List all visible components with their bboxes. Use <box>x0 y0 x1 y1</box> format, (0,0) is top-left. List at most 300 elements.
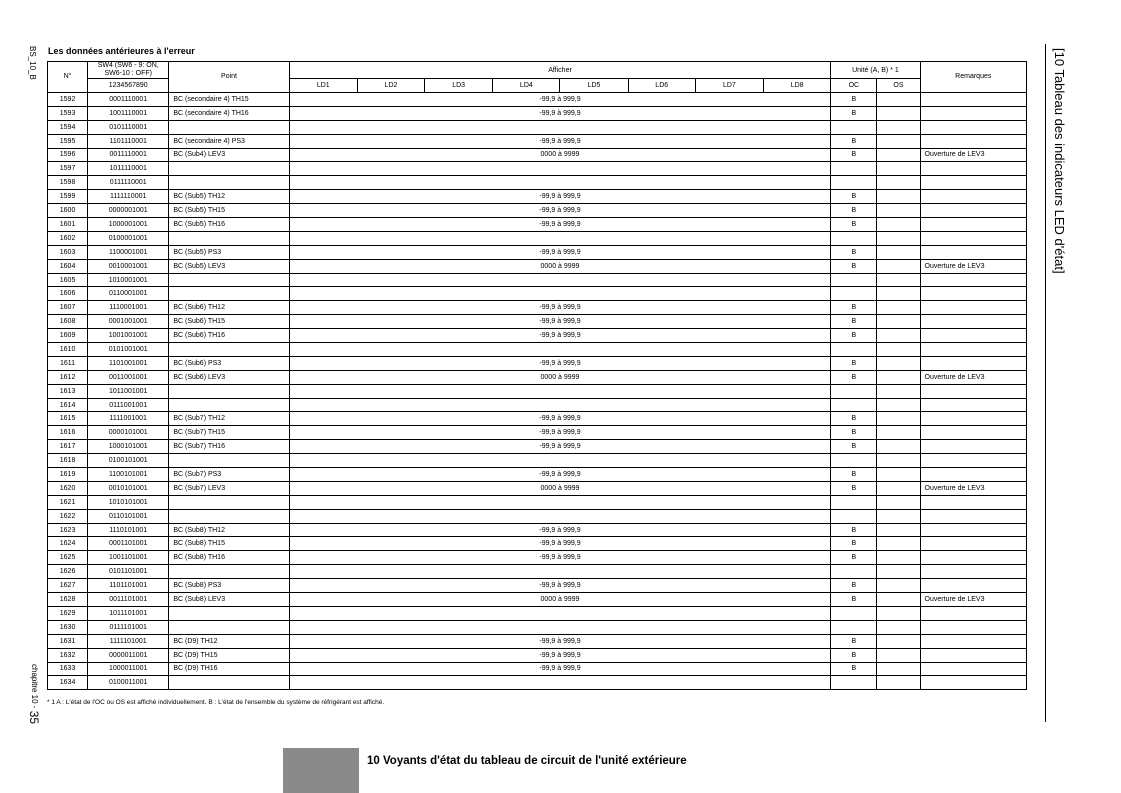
row-point: BC (Sub5) TH16 <box>169 218 289 232</box>
row-unit-oc <box>831 176 877 190</box>
row-number: 1609 <box>48 329 88 343</box>
row-number: 1624 <box>48 537 88 551</box>
row-switch-setting: 1000001001 <box>88 218 169 232</box>
row-point <box>169 565 289 579</box>
row-number: 1610 <box>48 343 88 357</box>
row-switch-setting: 0000101001 <box>88 426 169 440</box>
row-unit-os <box>877 204 920 218</box>
row-unit-oc: B <box>831 481 877 495</box>
row-unit-os <box>877 426 920 440</box>
row-switch-setting: 1110001001 <box>88 301 169 315</box>
row-number: 1628 <box>48 593 88 607</box>
table-row <box>48 606 1027 620</box>
row-point: BC (secondaire 4) PS3 <box>169 134 289 148</box>
row-switch-setting: 1010101001 <box>88 495 169 509</box>
table-row <box>48 370 1027 384</box>
row-unit-os <box>877 315 920 329</box>
row-number: 1615 <box>48 412 88 426</box>
row-remarks <box>920 329 1026 343</box>
row-unit-os <box>877 162 920 176</box>
row-number: 1612 <box>48 370 88 384</box>
row-number: 1596 <box>48 148 88 162</box>
row-unit-os <box>877 648 920 662</box>
table-row <box>48 356 1027 370</box>
row-point: BC (Sub8) TH16 <box>169 551 289 565</box>
row-point: BC (Sub5) LEV3 <box>169 259 289 273</box>
row-display-range: -99,9 à 999,9 <box>289 134 831 148</box>
row-display-range: -99,9 à 999,9 <box>289 92 831 106</box>
row-number: 1614 <box>48 398 88 412</box>
row-point <box>169 398 289 412</box>
row-unit-oc: B <box>831 426 877 440</box>
table-row <box>48 537 1027 551</box>
row-unit-oc: B <box>831 356 877 370</box>
row-remarks: Ouverture de LEV3 <box>920 593 1026 607</box>
row-switch-setting: 0001001001 <box>88 315 169 329</box>
row-unit-oc: B <box>831 92 877 106</box>
row-switch-setting: 0101101001 <box>88 565 169 579</box>
row-unit-os <box>877 343 920 357</box>
row-remarks <box>920 106 1026 120</box>
row-remarks <box>920 162 1026 176</box>
row-point: BC (Sub8) LEV3 <box>169 593 289 607</box>
header-ld6: LD6 <box>628 79 695 93</box>
row-unit-os <box>877 412 920 426</box>
row-switch-setting: 0100101001 <box>88 454 169 468</box>
row-point: BC (secondaire 4) TH15 <box>169 92 289 106</box>
row-remarks <box>920 120 1026 134</box>
row-remarks <box>920 551 1026 565</box>
table-row <box>48 315 1027 329</box>
row-unit-oc: B <box>831 579 877 593</box>
row-unit-os <box>877 551 920 565</box>
row-switch-setting: 1001110001 <box>88 106 169 120</box>
row-unit-os <box>877 440 920 454</box>
row-unit-oc: B <box>831 523 877 537</box>
row-remarks <box>920 495 1026 509</box>
header-no: N° <box>48 62 88 93</box>
row-switch-setting: 1011110001 <box>88 162 169 176</box>
row-remarks <box>920 356 1026 370</box>
table-row <box>48 231 1027 245</box>
header-ld4: LD4 <box>493 79 560 93</box>
row-point: BC (Sub6) TH16 <box>169 329 289 343</box>
page-number-block <box>27 664 41 724</box>
row-display-range <box>289 495 831 509</box>
row-number: 1623 <box>48 523 88 537</box>
row-switch-setting: 1000101001 <box>88 440 169 454</box>
row-unit-os <box>877 273 920 287</box>
row-unit-oc <box>831 162 877 176</box>
row-unit-os <box>877 245 920 259</box>
row-number: 1600 <box>48 204 88 218</box>
row-unit-oc <box>831 565 877 579</box>
row-unit-oc: B <box>831 370 877 384</box>
row-display-range: -99,9 à 999,9 <box>289 190 831 204</box>
row-display-range: -99,9 à 999,9 <box>289 329 831 343</box>
row-number: 1597 <box>48 162 88 176</box>
table-row <box>48 676 1027 690</box>
row-unit-os <box>877 370 920 384</box>
table-row <box>48 162 1027 176</box>
row-remarks <box>920 606 1026 620</box>
row-number: 1602 <box>48 231 88 245</box>
document-code: BS_10_B <box>28 46 37 80</box>
row-switch-setting: 1011001001 <box>88 384 169 398</box>
row-display-range <box>289 606 831 620</box>
row-display-range <box>289 384 831 398</box>
row-remarks <box>920 412 1026 426</box>
row-unit-os <box>877 176 920 190</box>
header-oc: OC <box>831 79 877 93</box>
row-switch-setting: 1011101001 <box>88 606 169 620</box>
right-margin-rule <box>1045 44 1046 722</box>
table-row <box>48 190 1027 204</box>
row-switch-setting: 0010101001 <box>88 481 169 495</box>
table-row <box>48 120 1027 134</box>
table-row <box>48 287 1027 301</box>
row-unit-os <box>877 287 920 301</box>
table-row <box>48 579 1027 593</box>
footnote: * 1 A : L'état de l'OC ou OS est affiché individuellement. B : L'état de l'ensemble du système de réfrigérant est affiché. <box>47 699 385 706</box>
row-number: 1619 <box>48 468 88 482</box>
footer-title: 10 Voyants d'état du tableau de circuit de l'unité extérieure <box>367 755 687 767</box>
table-body <box>48 92 1027 689</box>
row-switch-setting: 1100101001 <box>88 468 169 482</box>
row-number: 1625 <box>48 551 88 565</box>
row-unit-os <box>877 495 920 509</box>
table-row <box>48 343 1027 357</box>
row-point: BC (Sub7) TH15 <box>169 426 289 440</box>
table-row <box>48 481 1027 495</box>
row-number: 1608 <box>48 315 88 329</box>
row-display-range: 0000 à 9999 <box>289 593 831 607</box>
row-point <box>169 273 289 287</box>
header-os: OS <box>877 79 920 93</box>
table-row <box>48 245 1027 259</box>
row-display-range <box>289 676 831 690</box>
header-ld3: LD3 <box>425 79 493 93</box>
row-unit-oc <box>831 454 877 468</box>
row-display-range <box>289 162 831 176</box>
row-number: 1634 <box>48 676 88 690</box>
row-number: 1631 <box>48 634 88 648</box>
row-display-range <box>289 565 831 579</box>
row-switch-setting: 0011110001 <box>88 148 169 162</box>
row-unit-os <box>877 398 920 412</box>
row-number: 1607 <box>48 301 88 315</box>
table-row <box>48 551 1027 565</box>
row-switch-setting: 0110001001 <box>88 287 169 301</box>
table-row <box>48 384 1027 398</box>
chapter-label: chapitre 10 - <box>30 664 39 711</box>
row-point: BC (Sub8) PS3 <box>169 579 289 593</box>
footer-gray-block <box>283 748 359 793</box>
row-unit-os <box>877 662 920 676</box>
row-unit-os <box>877 190 920 204</box>
row-display-range: -99,9 à 999,9 <box>289 634 831 648</box>
row-switch-setting: 0101110001 <box>88 120 169 134</box>
row-remarks <box>920 204 1026 218</box>
header-sw4: SW4 (SW6 - 9: ON, SW6-10 : OFF) <box>88 62 169 79</box>
row-number: 1621 <box>48 495 88 509</box>
row-remarks <box>920 92 1026 106</box>
row-remarks <box>920 190 1026 204</box>
row-display-range: -99,9 à 999,9 <box>289 245 831 259</box>
row-display-range: -99,9 à 999,9 <box>289 356 831 370</box>
row-number: 1627 <box>48 579 88 593</box>
section-title: Les données antérieures à l'erreur <box>48 46 195 56</box>
table-row <box>48 648 1027 662</box>
table-row <box>48 273 1027 287</box>
row-switch-setting: 1001001001 <box>88 329 169 343</box>
row-display-range: 0000 à 9999 <box>289 259 831 273</box>
row-number: 1618 <box>48 454 88 468</box>
row-unit-oc <box>831 620 877 634</box>
row-display-range <box>289 398 831 412</box>
row-unit-oc <box>831 120 877 134</box>
row-unit-oc <box>831 509 877 523</box>
row-switch-setting: 1101101001 <box>88 579 169 593</box>
row-number: 1617 <box>48 440 88 454</box>
row-switch-setting: 0111101001 <box>88 620 169 634</box>
row-display-range: -99,9 à 999,9 <box>289 426 831 440</box>
row-number: 1592 <box>48 92 88 106</box>
row-point: BC (Sub7) TH16 <box>169 440 289 454</box>
row-unit-os <box>877 134 920 148</box>
table-row <box>48 301 1027 315</box>
row-unit-oc <box>831 287 877 301</box>
table-row <box>48 398 1027 412</box>
row-point: BC (Sub6) PS3 <box>169 356 289 370</box>
row-point: BC (D9) TH16 <box>169 662 289 676</box>
table-row <box>48 204 1027 218</box>
row-remarks: Ouverture de LEV3 <box>920 259 1026 273</box>
row-unit-os <box>877 620 920 634</box>
table-row <box>48 92 1027 106</box>
row-number: 1599 <box>48 190 88 204</box>
row-remarks <box>920 176 1026 190</box>
row-remarks <box>920 384 1026 398</box>
row-switch-setting: 1110101001 <box>88 523 169 537</box>
row-number: 1594 <box>48 120 88 134</box>
row-number: 1633 <box>48 662 88 676</box>
row-display-range: -99,9 à 999,9 <box>289 523 831 537</box>
header-ld7: LD7 <box>695 79 763 93</box>
row-remarks: Ouverture de LEV3 <box>920 148 1026 162</box>
row-number: 1605 <box>48 273 88 287</box>
row-point: BC (Sub5) PS3 <box>169 245 289 259</box>
row-switch-setting: 0111001001 <box>88 398 169 412</box>
row-unit-oc: B <box>831 662 877 676</box>
header-point: Point <box>169 62 289 93</box>
row-point: BC (secondaire 4) TH16 <box>169 106 289 120</box>
row-switch-setting: 0011101001 <box>88 593 169 607</box>
row-switch-setting: 1010001001 <box>88 273 169 287</box>
row-remarks <box>920 648 1026 662</box>
row-unit-os <box>877 593 920 607</box>
row-unit-os <box>877 523 920 537</box>
row-switch-setting: 0001110001 <box>88 92 169 106</box>
table-row <box>48 620 1027 634</box>
row-remarks <box>920 509 1026 523</box>
row-number: 1630 <box>48 620 88 634</box>
row-unit-oc <box>831 495 877 509</box>
row-remarks: Ouverture de LEV3 <box>920 481 1026 495</box>
row-unit-oc: B <box>831 259 877 273</box>
row-unit-os <box>877 259 920 273</box>
row-point <box>169 120 289 134</box>
row-point <box>169 162 289 176</box>
row-display-range <box>289 120 831 134</box>
table-row <box>48 412 1027 426</box>
row-remarks <box>920 579 1026 593</box>
row-display-range <box>289 287 831 301</box>
row-point: BC (Sub7) TH12 <box>169 412 289 426</box>
row-number: 1606 <box>48 287 88 301</box>
header-ld8: LD8 <box>764 79 831 93</box>
row-unit-oc: B <box>831 329 877 343</box>
table-row <box>48 218 1027 232</box>
row-number: 1593 <box>48 106 88 120</box>
row-unit-oc: B <box>831 106 877 120</box>
row-switch-setting: 0011001001 <box>88 370 169 384</box>
row-number: 1611 <box>48 356 88 370</box>
row-unit-oc <box>831 231 877 245</box>
row-unit-os <box>877 301 920 315</box>
header-unite: Unité (A, B) * 1 <box>831 62 920 79</box>
row-number: 1620 <box>48 481 88 495</box>
row-unit-oc: B <box>831 301 877 315</box>
row-point <box>169 231 289 245</box>
row-display-range: -99,9 à 999,9 <box>289 537 831 551</box>
row-switch-setting: 1101110001 <box>88 134 169 148</box>
table-row <box>48 259 1027 273</box>
table-row <box>48 106 1027 120</box>
row-number: 1604 <box>48 259 88 273</box>
table-row <box>48 662 1027 676</box>
table-row <box>48 495 1027 509</box>
row-remarks <box>920 273 1026 287</box>
row-number: 1601 <box>48 218 88 232</box>
row-unit-os <box>877 356 920 370</box>
row-unit-oc <box>831 273 877 287</box>
row-display-range: -99,9 à 999,9 <box>289 412 831 426</box>
row-unit-oc <box>831 606 877 620</box>
row-number: 1595 <box>48 134 88 148</box>
row-unit-os <box>877 579 920 593</box>
row-unit-oc: B <box>831 551 877 565</box>
row-point <box>169 176 289 190</box>
row-point: BC (Sub5) TH15 <box>169 204 289 218</box>
row-display-range: -99,9 à 999,9 <box>289 468 831 482</box>
row-display-range: -99,9 à 999,9 <box>289 662 831 676</box>
row-unit-os <box>877 106 920 120</box>
row-remarks <box>920 301 1026 315</box>
row-display-range <box>289 620 831 634</box>
row-display-range <box>289 273 831 287</box>
row-unit-os <box>877 148 920 162</box>
header-afficher: Afficher <box>289 62 831 79</box>
row-point <box>169 495 289 509</box>
row-unit-oc: B <box>831 134 877 148</box>
table-row <box>48 134 1027 148</box>
row-unit-os <box>877 481 920 495</box>
row-point <box>169 676 289 690</box>
table-row <box>48 565 1027 579</box>
row-display-range: -99,9 à 999,9 <box>289 440 831 454</box>
row-number: 1629 <box>48 606 88 620</box>
row-unit-oc: B <box>831 537 877 551</box>
row-unit-oc: B <box>831 468 877 482</box>
table-row <box>48 329 1027 343</box>
row-point: BC (Sub6) TH15 <box>169 315 289 329</box>
row-switch-setting: 1111101001 <box>88 634 169 648</box>
row-remarks <box>920 343 1026 357</box>
row-display-range <box>289 509 831 523</box>
row-display-range: -99,9 à 999,9 <box>289 648 831 662</box>
row-unit-oc: B <box>831 315 877 329</box>
row-switch-setting: 0000011001 <box>88 648 169 662</box>
table-row <box>48 634 1027 648</box>
table-row <box>48 148 1027 162</box>
row-point: BC (Sub6) LEV3 <box>169 370 289 384</box>
row-unit-os <box>877 218 920 232</box>
row-unit-os <box>877 231 920 245</box>
row-point <box>169 509 289 523</box>
row-unit-os <box>877 384 920 398</box>
row-switch-setting: 1101001001 <box>88 356 169 370</box>
table-row <box>48 509 1027 523</box>
row-unit-oc: B <box>831 648 877 662</box>
row-unit-oc <box>831 384 877 398</box>
row-display-range <box>289 231 831 245</box>
row-display-range: -99,9 à 999,9 <box>289 301 831 315</box>
row-unit-os <box>877 565 920 579</box>
row-point <box>169 343 289 357</box>
row-remarks <box>920 287 1026 301</box>
row-unit-os <box>877 606 920 620</box>
row-display-range: -99,9 à 999,9 <box>289 551 831 565</box>
row-switch-setting: 0101001001 <box>88 343 169 357</box>
row-unit-os <box>877 468 920 482</box>
row-unit-os <box>877 92 920 106</box>
row-display-range <box>289 176 831 190</box>
row-remarks <box>920 134 1026 148</box>
row-unit-oc <box>831 398 877 412</box>
row-display-range: 0000 à 9999 <box>289 370 831 384</box>
table-header <box>48 62 1027 93</box>
table-row <box>48 426 1027 440</box>
row-switch-setting: 0100011001 <box>88 676 169 690</box>
page-number: 35 <box>27 710 41 725</box>
row-point: BC (D9) TH12 <box>169 634 289 648</box>
row-display-range: -99,9 à 999,9 <box>289 315 831 329</box>
header-ld1: LD1 <box>289 79 357 93</box>
row-switch-setting: 0000001001 <box>88 204 169 218</box>
table-row <box>48 454 1027 468</box>
table-row <box>48 176 1027 190</box>
chapter-side-title: [10 Tableau des indicateurs LED d'état] <box>1052 48 1067 274</box>
row-unit-oc <box>831 343 877 357</box>
row-point: BC (Sub8) TH15 <box>169 537 289 551</box>
row-number: 1603 <box>48 245 88 259</box>
row-switch-setting: 1000011001 <box>88 662 169 676</box>
row-point <box>169 606 289 620</box>
row-point: BC (D9) TH15 <box>169 648 289 662</box>
row-switch-setting: 0001101001 <box>88 537 169 551</box>
row-unit-os <box>877 120 920 134</box>
